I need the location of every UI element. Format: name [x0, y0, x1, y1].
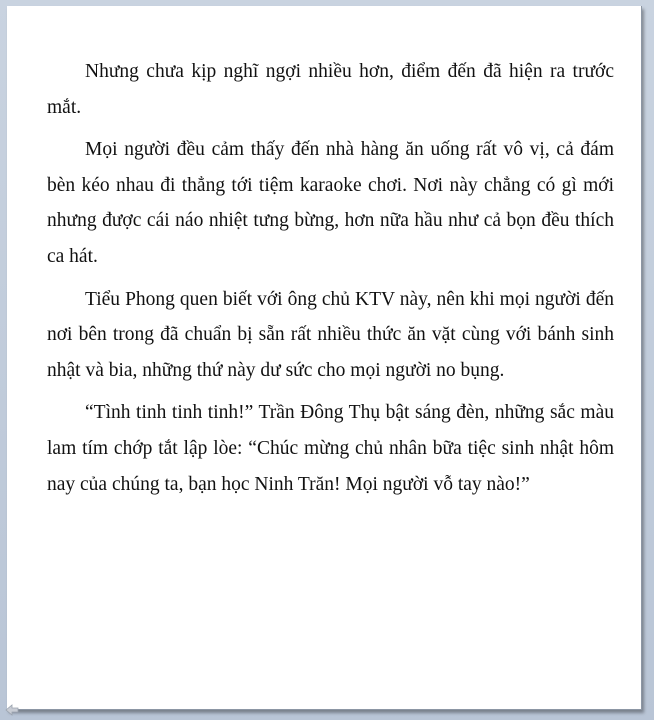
page-body	[47, 54, 614, 509]
resize-grip-icon[interactable]	[5, 704, 19, 716]
paragraph-3: Tiểu Phong quen biết với ông chủ KTV này, nên khi mọi người đến nơi bên trong đã chuẩn bị sẵn rất nhiều thức ăn vặt cùng với bánh sinh nhật và bia, những thứ này dư sức cho mọi người no bụng.	[47, 288, 614, 381]
document-page	[7, 6, 642, 710]
paragraph-2: Mọi người đều cảm thấy đến nhà hàng ăn uống rất vô vị, cả đám bèn kéo nhau đi thẳng tới tiệm karaoke chơi. Nơi này chẳng có gì mới nhưng được cái náo nhiệt tưng bừng, hơn nữa hầu như cả bọn đều thích ca hát.	[47, 139, 614, 267]
paragraph-4: “Tình tinh tinh tinh!” Trần Đông Thụ bật sáng đèn, những sắc màu lam tím chớp tắt lập lòe: “Chúc mừng chủ nhân bữa tiệc sinh nhật hôm nay của chúng ta, bạn học Ninh Trăn! Mọi người vỗ tay nào!”	[47, 402, 614, 495]
paragraph-1: Nhưng chưa kịp nghĩ ngợi nhiều hơn, điểm đến đã hiện ra trước mắt.	[47, 61, 614, 118]
